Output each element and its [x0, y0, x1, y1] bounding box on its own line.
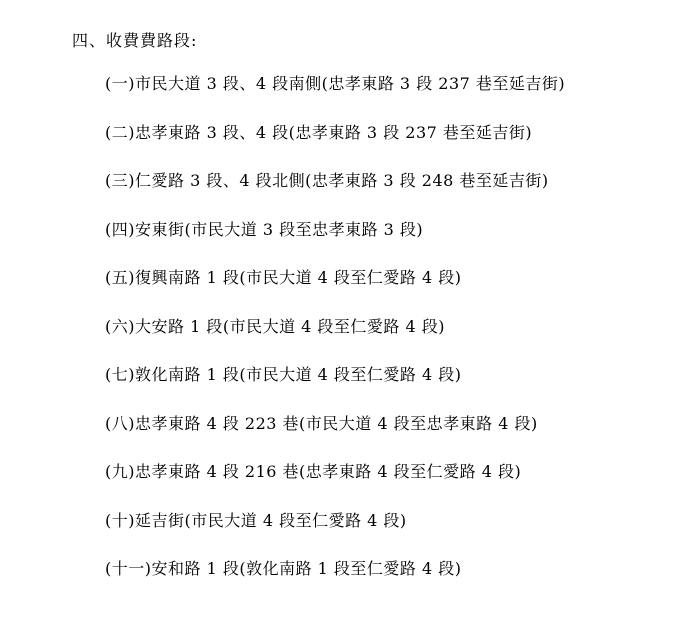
list-item: (十一)安和路 1 段(敦化南路 1 段至仁愛路 4 段) [105, 559, 462, 578]
list-item: (十)延吉街(市民大道 4 段至仁愛路 4 段) [105, 510, 407, 530]
list-item: (一)市民大道 3 段、4 段南側(忠孝東路 3 段 237 巷至延吉街) [105, 74, 566, 93]
list-item: (四)安東街(市民大道 3 段至忠孝東路 3 段) [105, 219, 424, 239]
list-item: (五)復興南路 1 段(市民大道 4 段至仁愛路 4 段) [105, 268, 462, 287]
list-item: (九)忠孝東路 4 段 216 巷(忠孝東路 4 段至仁愛路 4 段) [105, 462, 522, 481]
list-item: (三)仁愛路 3 段、4 段北側(忠孝東路 3 段 248 巷至延吉街) [105, 171, 549, 190]
list-item: (七)敦化南路 1 段(市民大道 4 段至仁愛路 4 段) [105, 365, 462, 384]
road-section-list [105, 72, 565, 606]
list-item: (六)大安路 1 段(市民大道 4 段至仁愛路 4 段) [105, 316, 446, 336]
list-item: (八)忠孝東路 4 段 223 巷(市民大道 4 段至忠孝東路 4 段) [105, 413, 538, 433]
list-item: (二)忠孝東路 3 段、4 段(忠孝東路 3 段 237 巷至延吉街) [105, 122, 533, 142]
section-heading: 四、收費費路段: [72, 31, 198, 50]
